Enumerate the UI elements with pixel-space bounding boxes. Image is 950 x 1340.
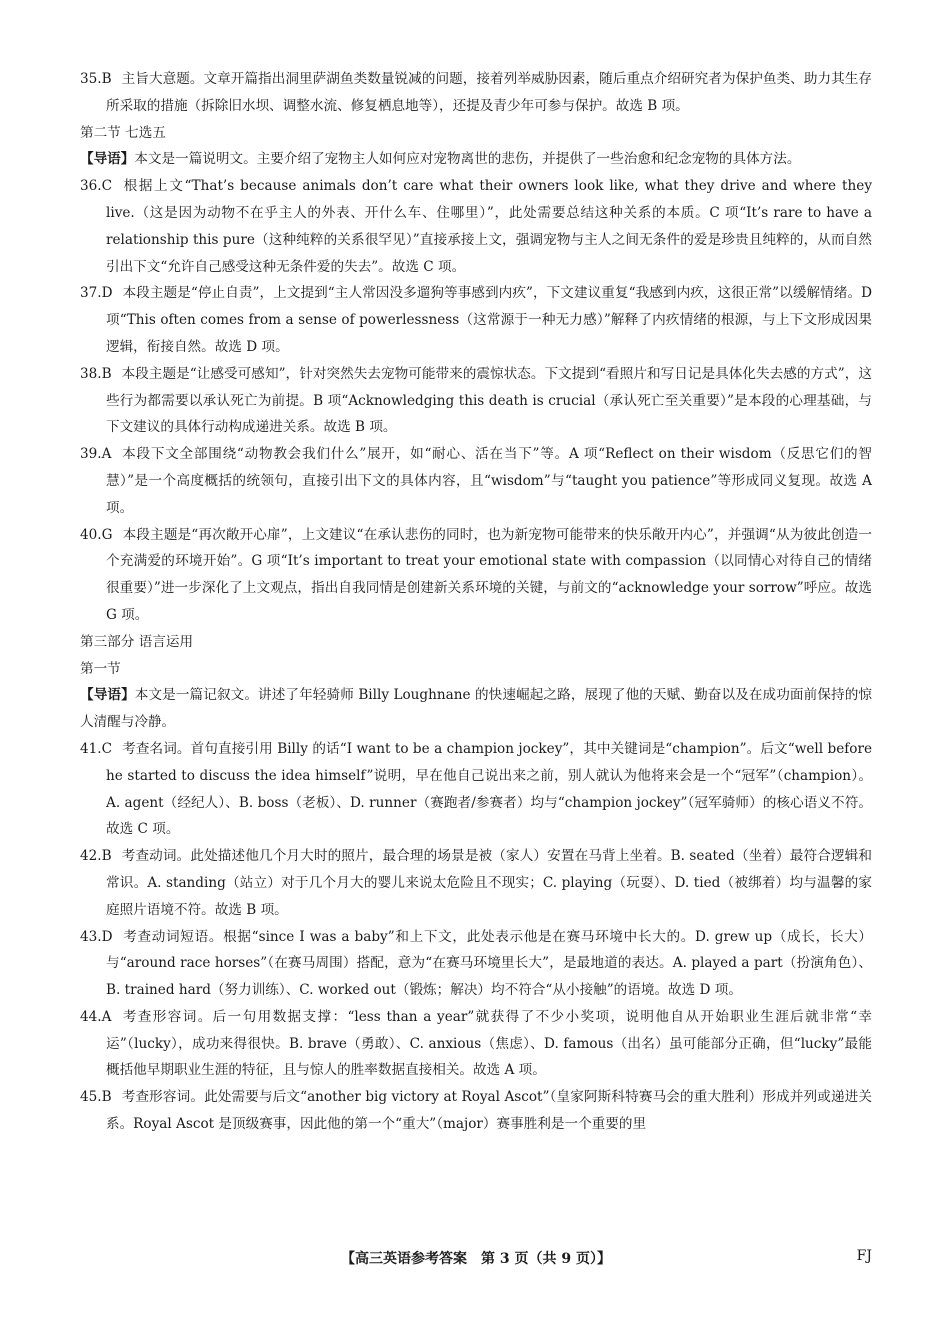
region-code: FJ: [856, 1248, 872, 1264]
intro-passage-1: 【导语】本文是一篇说明文。主要介绍了宠物主人如何应对宠物离世的悲伤，并提供了一些治愈和纪念宠物的具体方法。: [80, 151, 801, 168]
answer-38: 38.B 本段主题是“让感受可感知”，针对突然失去宠物可能带来的震惊状态。下文提到“看照片和写日记是具体化失去感的方式”，这些行为都需要以承认死亡为前提。B 项“Acknowledging this death is crucial（承认死亡至关重要）”是本段的心理基础，与下文建议的具体行动构成递进关系。故选 B 项。: [80, 365, 872, 436]
part-3-subsection: 第一节: [80, 660, 121, 677]
answer-42: 42.B 考查动词。此处描述他几个月大时的照片，最合理的场景是被（家人）安置在马背上坐着。B. seated（坐着）最符合逻辑和常识。A. standing（站立）对于几个月大的婴儿来说太危险且不现实；C. playing（玩耍）、D. tied（被绑着）均与温馨的家庭照片语境不符。故选 B 项。: [80, 848, 872, 918]
answer-44: 44.A 考查形容词。后一句用数据支撑：“less than a year”就获得了不少小奖项，说明他自从开始职业生涯后就非常“幸运”（lucky），成功来得很快。B. brave（勇敢）、C. anxious（焦虑）、D. famous（出名）虽可能部分正确，但“lucky”最能概括他早期职业生涯的特征，且与惊人的胜率数据直接相关。故选 A 项。: [80, 1008, 872, 1079]
answer-35: 35.B 主旨大意题。文章开篇指出洞里萨湖鱼类数量锐减的问题，接着列举威胁因素，随后重点介绍研究者为保护鱼类、助力其生存所采取的措施（拆除旧水坝、调整水流、修复栖息地等），还提及青少年可参与保护。故选 B 项。: [80, 71, 872, 114]
section-2-title: 第二节 七选五: [80, 124, 166, 141]
answer-37: 37.D 本段主题是“停止自责”，上文提到“主人常因没多遛狗等事感到内疚”，下文建议重复“我感到内疚，这很正常”以缓解情绪。D 项“This often comes from a sense of powerlessness（这常源于一种无力感）”解释了内疚情绪的根源，与上下文形成因果逻辑，衔接自然。故选 D 项。: [80, 285, 872, 355]
answer-39: 39.A 本段下文全部围绕“动物教会我们什么”展开，如“耐心、活在当下”等。A 项“Reflect on their wisdom（反思它们的智慧）”是一个高度概括的统领句，直接引出下文的具体内容，且“wisdom”与“taught you patience”等形成同义复现。故选 A 项。: [80, 446, 872, 516]
answer-40: 40.G 本段主题是“再次敞开心扉”，上文建议“在承认悲伤的同时，也为新宠物可能带来的快乐敞开内心”，并强调“从为彼此创造一个充满爱的环境开始”。G 项“It’s important to treat your emotional state with compassion（以同情心对待自己的情绪很重要）”进一步深化了上文观点，指出自我同情是创建新关系环境的关键，与前文的“acknowledge your sorrow”呼应。故选 G 项。: [80, 526, 872, 623]
part-3-title: 第三部分 语言运用: [80, 633, 194, 650]
intro-passage-2: 【导语】本文是一篇记叙文。讲述了年轻骑师 Billy Loughnane 的快速崛起之路，展现了他的天赋、勤奋以及在成功面前保持的惊人清醒与冷静。: [80, 687, 872, 731]
answer-page: [80, 66, 872, 1138]
page-footer: 【高三英语参考答案 第 3 页（共 9 页）】: [341, 1251, 611, 1267]
answer-45: 45.B 考查形容词。此处需要与后文“another big victory at Royal Ascot”（皇家阿斯科特赛马会的重大胜利）形成并列或递进关系。Royal Ascot 是顶级赛事，因此他的第一个“重大”（major）赛事胜利是一个重要的里: [80, 1089, 872, 1133]
answer-43: 43.D 考查动词短语。根据“since I was a baby”和上下文，此处表示他是在赛马环境中长大的。D. grew up（成长，长大）与“around race horses”（在赛马周围）搭配，意为“在赛马环境里长大”，是最地道的表达。A. played a part（扮演角色）、B. trained hard（努力训练）、C. worked out（锻炼；解决）均不符合“从小接触”的语境。故选 D 项。: [80, 928, 872, 999]
answer-36: 36.C 根据上文“That’s because animals don’t care what their owners look like, what they drive and where they live.（这是因为动物不在乎主人的外表、开什么车、住哪里）”，此处需要总结这种关系的本质。C 项“It’s rare to have a relationship this pure（这种纯粹的关系很罕见）”直接承接上文，强调宠物与主人之间无条件的爱是珍贵且纯粹的，从而自然引出下文“允许自己感受这种无条件爱的失去”。故选 C 项。: [80, 178, 872, 275]
answer-41: 41.C 考查名词。首句直接引用 Billy 的话“I want to be a champion jockey”，其中关键词是“champion”。后文“well before he started to discuss the idea himself”说明，早在他自己说出来之前，别人就认为他将来会是一个“冠军”（champion）。A. agent（经纪人）、B. boss（老板）、D. runner（赛跑者/参赛者）均与“champion jockey”（冠军骑师）的核心语义不符。故选 C 项。: [80, 740, 872, 838]
